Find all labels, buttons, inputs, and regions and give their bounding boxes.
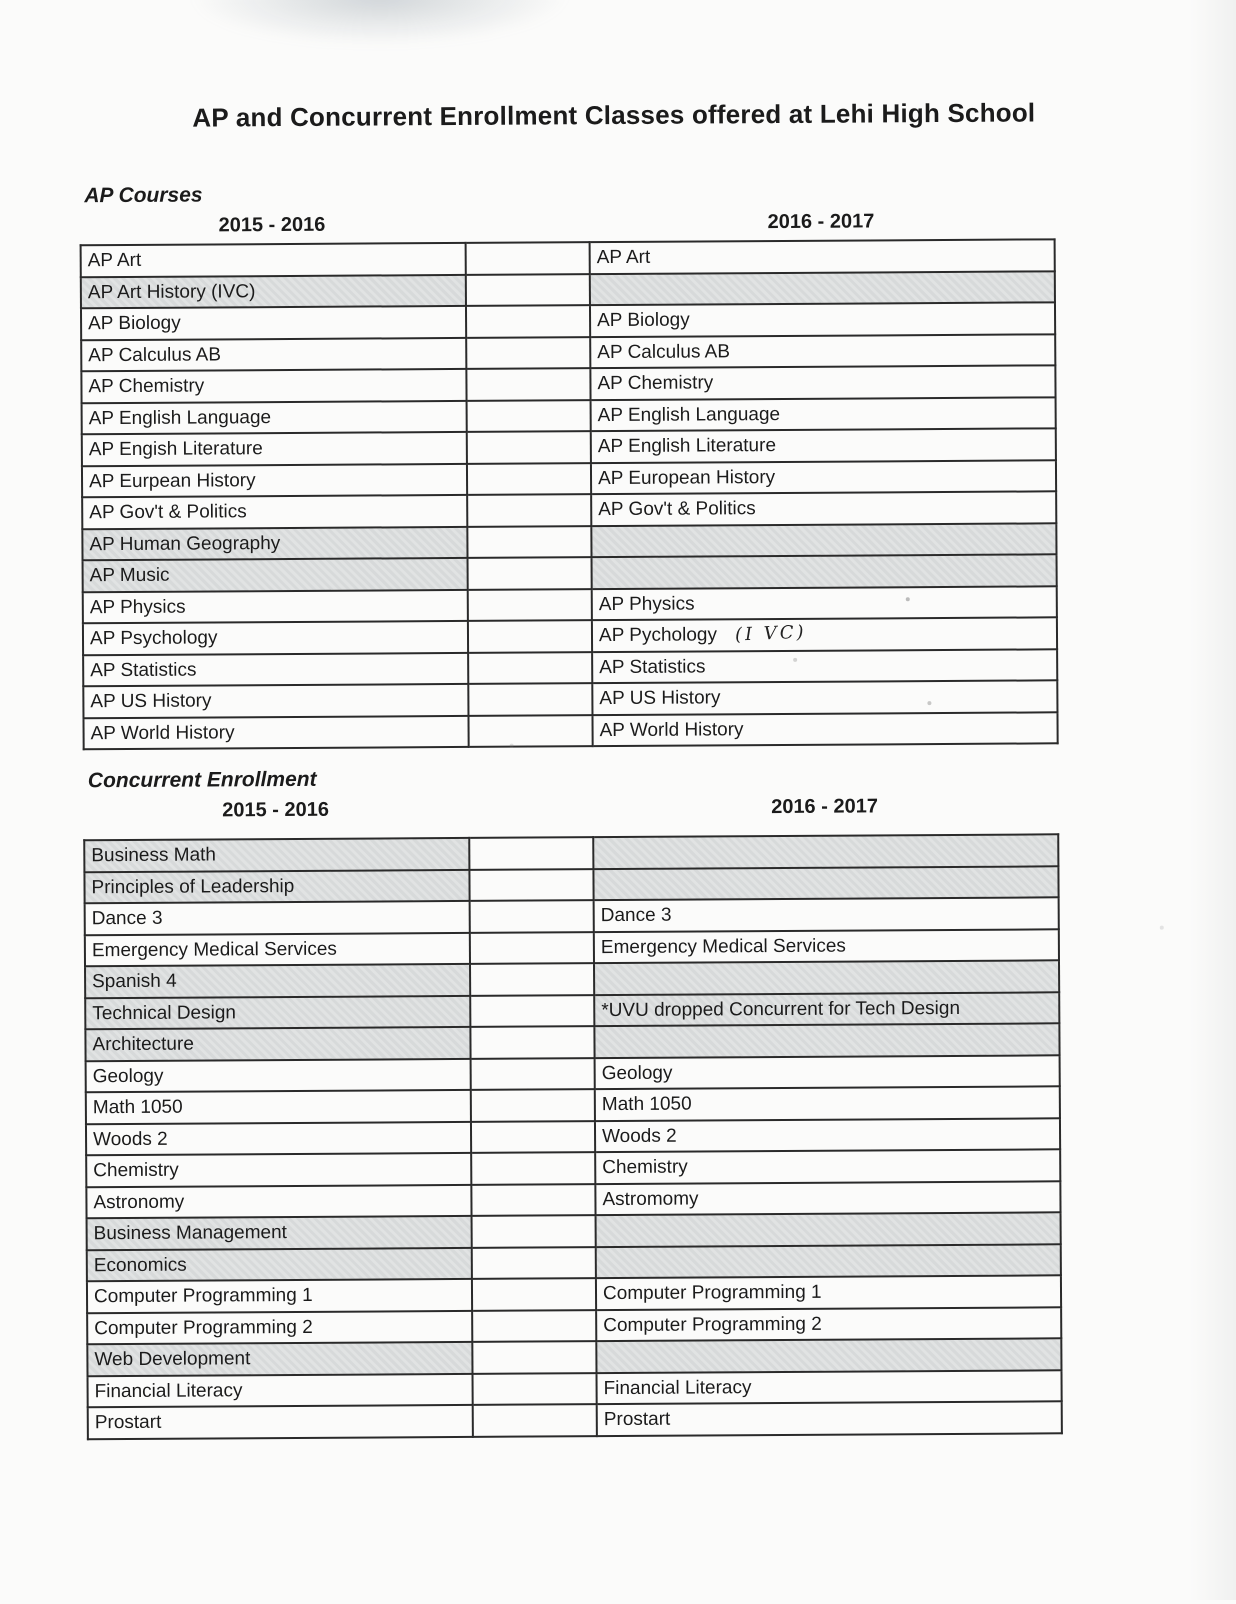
course-cell-2015-2016: AP Statistics bbox=[83, 652, 468, 686]
course-cell-2015-2016: AP World History bbox=[83, 715, 468, 749]
spacer-cell bbox=[467, 431, 591, 463]
course-cell-2016-2017 bbox=[596, 1370, 1061, 1404]
course-cell-2016-2017 bbox=[595, 1118, 1060, 1152]
course-cell-2016-2017 bbox=[597, 1401, 1062, 1435]
course-cell-2016-2017 bbox=[595, 1086, 1060, 1120]
concurrent-enrollment-section bbox=[0, 762, 1236, 1434]
course-cell-2016-2017 bbox=[591, 460, 1056, 494]
spacer-cell bbox=[470, 1026, 594, 1058]
spacer-cell bbox=[468, 589, 592, 621]
course-cell-2016-2017 bbox=[596, 1275, 1061, 1309]
column-header-2016-2017: 2016 - 2017 bbox=[771, 795, 878, 819]
spacer-cell bbox=[472, 1341, 596, 1373]
course-cell-text: AP World History bbox=[599, 718, 744, 741]
spacer-cell bbox=[472, 1247, 596, 1279]
course-cell-2016-2017 bbox=[591, 397, 1056, 431]
course-cell-2016-2017 bbox=[591, 428, 1056, 462]
ap-courses-label: AP Courses bbox=[84, 183, 203, 208]
course-cell-2016-2017 bbox=[592, 617, 1057, 651]
course-cell-2016-2017 bbox=[590, 365, 1055, 399]
course-cell-2015-2016: Financial Literacy bbox=[88, 1373, 473, 1407]
column-header-2016-2017: 2016 - 2017 bbox=[767, 210, 875, 234]
column-header-2015-2016: 2015 - 2016 bbox=[218, 213, 326, 237]
course-cell-text: Astromomy bbox=[602, 1188, 699, 1210]
course-cell-2016-2017 bbox=[590, 271, 1055, 305]
spacer-cell bbox=[470, 995, 594, 1027]
spacer-cell bbox=[472, 1215, 596, 1247]
page-title: AP and Concurrent Enrollment Classes offered at Lehi High School bbox=[192, 97, 1036, 133]
course-cell-2016-2017 bbox=[596, 1307, 1061, 1341]
course-cell-2015-2016: AP Calculus AB bbox=[81, 337, 466, 371]
course-cell-2016-2017 bbox=[596, 1338, 1061, 1372]
spacer-cell bbox=[472, 1278, 596, 1310]
course-cell-2015-2016: Math 1050 bbox=[86, 1090, 471, 1124]
course-cell-2015-2016: Technical Design bbox=[85, 995, 470, 1029]
course-cell-2015-2016: Web Development bbox=[87, 1342, 472, 1376]
spacer-cell bbox=[468, 715, 592, 747]
spacer-cell bbox=[472, 1310, 596, 1342]
spacer-cell bbox=[471, 1152, 595, 1184]
spacer-cell bbox=[466, 368, 590, 400]
spacer-cell bbox=[467, 400, 591, 432]
course-cell-2016-2017 bbox=[593, 866, 1058, 900]
spacer-cell bbox=[469, 869, 593, 901]
ap-courses-section bbox=[0, 177, 1232, 744]
course-cell-2015-2016: AP Gov't & Politics bbox=[82, 495, 467, 529]
course-cell-2015-2016: AP Art bbox=[81, 243, 466, 277]
course-cell-text: AP Statistics bbox=[599, 656, 706, 678]
course-cell-2015-2016: AP Eurpean History bbox=[82, 463, 467, 497]
spacer-cell bbox=[471, 1089, 595, 1121]
course-cell-text: AP Art bbox=[596, 247, 651, 269]
course-cell-2015-2016: Business Management bbox=[87, 1216, 472, 1250]
spacer-cell bbox=[466, 337, 590, 369]
course-cell-2015-2016: AP Human Geography bbox=[82, 526, 467, 560]
course-cell-2016-2017 bbox=[590, 302, 1055, 336]
course-cell-2016-2017 bbox=[595, 1149, 1060, 1183]
course-cell-text: AP English Literature bbox=[597, 435, 777, 458]
course-cell-2015-2016: AP English Language bbox=[82, 400, 467, 434]
spacer-cell bbox=[468, 683, 592, 715]
course-cell-text: Chemistry bbox=[602, 1156, 688, 1179]
spacer-cell bbox=[469, 837, 593, 869]
course-cell-2015-2016: AP Engish Literature bbox=[82, 432, 467, 466]
spacer-cell bbox=[473, 1404, 597, 1436]
course-cell-text: Geology bbox=[601, 1062, 673, 1084]
course-cell-2015-2016: Spanish 4 bbox=[85, 964, 470, 998]
spacer-cell bbox=[471, 1121, 595, 1153]
spacer-cell bbox=[470, 963, 594, 995]
course-cell-2015-2016: Computer Programming 1 bbox=[87, 1279, 472, 1313]
spacer-cell bbox=[467, 526, 591, 558]
concurrent-enrollment-table bbox=[83, 833, 1063, 1439]
spacer-cell bbox=[470, 900, 594, 932]
spacer-cell bbox=[468, 652, 592, 684]
course-cell-text: AP Biology bbox=[597, 309, 690, 332]
course-cell-2015-2016: Astronomy bbox=[86, 1184, 471, 1218]
course-cell-2015-2016: Architecture bbox=[85, 1027, 470, 1061]
spacer-cell bbox=[468, 557, 592, 589]
course-cell-text: Computer Programming 1 bbox=[602, 1282, 822, 1305]
course-cell-2016-2017 bbox=[594, 929, 1059, 963]
course-cell-2016-2017 bbox=[594, 897, 1059, 931]
table-row bbox=[88, 1401, 1062, 1438]
course-cell-text: Math 1050 bbox=[601, 1093, 692, 1116]
course-cell-text: AP Pychology bbox=[598, 624, 718, 647]
spacer-cell bbox=[466, 242, 590, 274]
spacer-cell bbox=[467, 463, 591, 495]
ap-year-headers bbox=[79, 209, 1053, 241]
course-cell-2016-2017 bbox=[592, 712, 1057, 746]
course-cell-2016-2017 bbox=[593, 834, 1058, 868]
course-cell-2015-2016: AP US History bbox=[83, 684, 468, 718]
course-cell-text: Dance 3 bbox=[600, 904, 672, 927]
course-cell-text: Emergency Medical Services bbox=[600, 935, 846, 958]
course-cell-2015-2016: Emergency Medical Services bbox=[85, 932, 470, 966]
spacer-cell bbox=[470, 932, 594, 964]
course-cell-2015-2016: AP Chemistry bbox=[81, 369, 466, 403]
course-cell-2016-2017 bbox=[590, 239, 1055, 273]
spacer-cell bbox=[467, 494, 591, 526]
course-cell-2015-2016: Prostart bbox=[88, 1405, 473, 1439]
course-cell-text: Computer Programming 2 bbox=[603, 1313, 822, 1336]
course-cell-text: AP English Language bbox=[597, 403, 781, 426]
course-cell-text: *UVU dropped Concurrent for Tech Design bbox=[601, 997, 961, 1021]
course-cell-2015-2016: Woods 2 bbox=[86, 1121, 471, 1155]
course-cell-2016-2017 bbox=[594, 992, 1059, 1026]
course-cell-2015-2016: Chemistry bbox=[86, 1153, 471, 1187]
course-cell-2016-2017 bbox=[594, 1023, 1059, 1057]
course-cell-2016-2017 bbox=[592, 586, 1057, 620]
course-cell-2016-2017 bbox=[592, 680, 1057, 714]
course-cell-text: AP Physics bbox=[598, 593, 695, 615]
course-cell-2016-2017 bbox=[591, 491, 1056, 525]
course-cell-text: AP European History bbox=[597, 466, 776, 489]
column-header-2015-2016: 2015 - 2016 bbox=[222, 798, 329, 822]
course-cell-2015-2016: AP Biology bbox=[81, 306, 466, 340]
scan-smudge bbox=[190, 0, 570, 47]
spacer-cell bbox=[471, 1184, 595, 1216]
spacer-cell bbox=[466, 274, 590, 306]
course-cell-2016-2017 bbox=[596, 1212, 1061, 1246]
ap-courses-table bbox=[80, 238, 1059, 750]
course-cell-2016-2017 bbox=[595, 1181, 1060, 1215]
spacer-cell bbox=[466, 305, 590, 337]
course-cell-2016-2017 bbox=[595, 1055, 1060, 1089]
course-cell-2015-2016: AP Music bbox=[83, 558, 468, 592]
course-cell-2016-2017 bbox=[590, 334, 1055, 368]
course-cell-2016-2017 bbox=[592, 649, 1057, 683]
course-cell-2015-2016: Principles of Leadership bbox=[84, 869, 469, 903]
course-cell-text: Prostart bbox=[603, 1408, 671, 1431]
spacer-cell bbox=[468, 620, 592, 652]
course-cell-2016-2017 bbox=[592, 554, 1057, 588]
course-cell-2016-2017 bbox=[596, 1244, 1061, 1278]
course-cell-text: AP Calculus AB bbox=[597, 341, 731, 363]
course-cell-2015-2016: AP Physics bbox=[83, 589, 468, 623]
course-cell-2015-2016: Geology bbox=[86, 1058, 471, 1092]
course-cell-text: AP Chemistry bbox=[597, 372, 714, 395]
course-cell-2016-2017 bbox=[591, 523, 1056, 557]
course-cell-text: AP Gov't & Politics bbox=[598, 498, 756, 521]
ce-year-headers bbox=[83, 794, 1057, 826]
course-cell-2016-2017 bbox=[594, 960, 1059, 994]
course-cell-2015-2016: Economics bbox=[87, 1247, 472, 1281]
course-cell-text: Woods 2 bbox=[601, 1125, 677, 1147]
course-cell-2015-2016: Dance 3 bbox=[85, 901, 470, 935]
course-cell-2015-2016: Business Math bbox=[84, 838, 469, 872]
course-cell-2015-2016: AP Art History (IVC) bbox=[81, 274, 466, 308]
table-row bbox=[83, 712, 1057, 749]
concurrent-enrollment-label: Concurrent Enrollment bbox=[87, 767, 317, 793]
course-cell-text: AP US History bbox=[599, 687, 721, 710]
course-cell-text: Financial Literacy bbox=[603, 1376, 752, 1399]
course-cell-2015-2016: AP Psychology bbox=[83, 621, 468, 655]
course-cell-2015-2016: Computer Programming 2 bbox=[87, 1310, 472, 1344]
spacer-cell bbox=[471, 1058, 595, 1090]
spacer-cell bbox=[472, 1373, 596, 1405]
handwritten-ivc-annotation: (I VC) bbox=[734, 621, 807, 646]
